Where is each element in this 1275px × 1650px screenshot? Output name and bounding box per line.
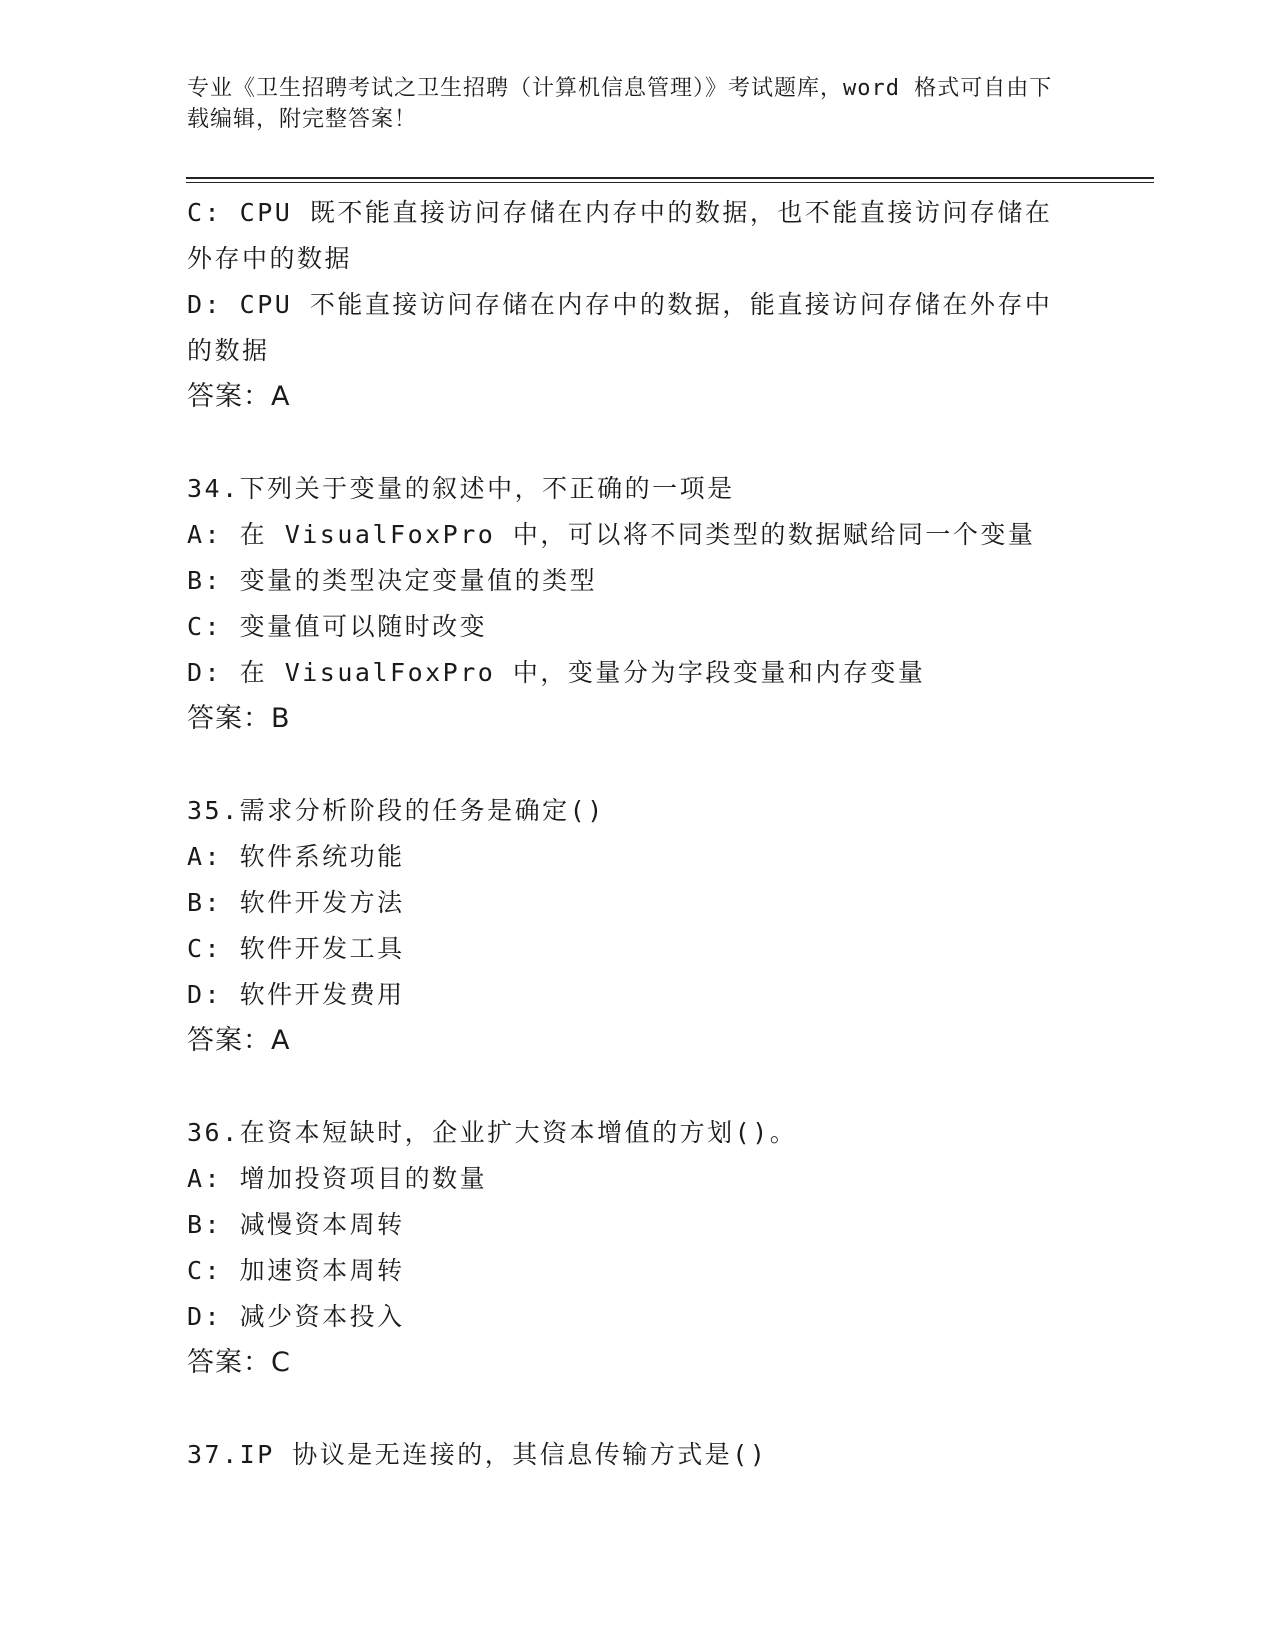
question-stem: 35.需求分析阶段的任务是确定() bbox=[187, 796, 605, 825]
answer: 答案：B bbox=[187, 703, 291, 734]
option-d: D: 减少资本投入 bbox=[187, 1302, 405, 1331]
option-a: A: 在 VisualFoxPro 中，可以将不同类型的数据赋给同一个变量 bbox=[187, 520, 1036, 549]
option-c: C: CPU 既不能直接访问存储在内存中的数据，也不能直接访问存储在外存中的数据 bbox=[187, 198, 1053, 273]
answer: 答案：C bbox=[187, 1347, 291, 1378]
question-36 bbox=[187, 1110, 1067, 1386]
question-list bbox=[187, 190, 1067, 1478]
option-b: B: 软件开发方法 bbox=[187, 888, 405, 917]
option-c: C: 软件开发工具 bbox=[187, 934, 405, 963]
option-c: C: 变量值可以随时改变 bbox=[187, 612, 488, 641]
option-d: D: 软件开发费用 bbox=[187, 980, 405, 1009]
header-divider bbox=[186, 177, 1154, 179]
question-34 bbox=[187, 466, 1067, 742]
option-c: C: 加速资本周转 bbox=[187, 1256, 405, 1285]
option-b: B: 变量的类型决定变量值的类型 bbox=[187, 566, 598, 595]
question-35 bbox=[187, 788, 1067, 1064]
question-stem: 37.IP 协议是无连接的，其信息传输方式是() bbox=[187, 1440, 768, 1469]
question-37 bbox=[187, 1432, 1067, 1478]
answer: 答案：A bbox=[187, 1025, 291, 1056]
option-a: A: 软件系统功能 bbox=[187, 842, 405, 871]
question-stem: 34.下列关于变量的叙述中，不正确的一项是 bbox=[187, 474, 735, 503]
question-stem: 36.在资本短缺时，企业扩大资本增值的方划()。 bbox=[187, 1118, 798, 1147]
document-title: 专业《卫生招聘考试之卫生招聘（计算机信息管理）》考试题库，word 格式可自由下载编辑，附完整答案！ bbox=[187, 76, 1053, 132]
option-b: B: 减慢资本周转 bbox=[187, 1210, 405, 1239]
continued-question bbox=[187, 190, 1067, 420]
option-d: D: CPU 不能直接访问存储在内存中的数据，能直接访问存储在外存中的数据 bbox=[187, 290, 1053, 365]
option-a: A: 增加投资项目的数量 bbox=[187, 1164, 488, 1193]
header-divider-thin bbox=[186, 182, 1154, 183]
answer: 答案：A bbox=[187, 381, 291, 412]
document-header bbox=[187, 73, 1067, 135]
option-d: D: 在 VisualFoxPro 中，变量分为字段变量和内存变量 bbox=[187, 658, 926, 687]
